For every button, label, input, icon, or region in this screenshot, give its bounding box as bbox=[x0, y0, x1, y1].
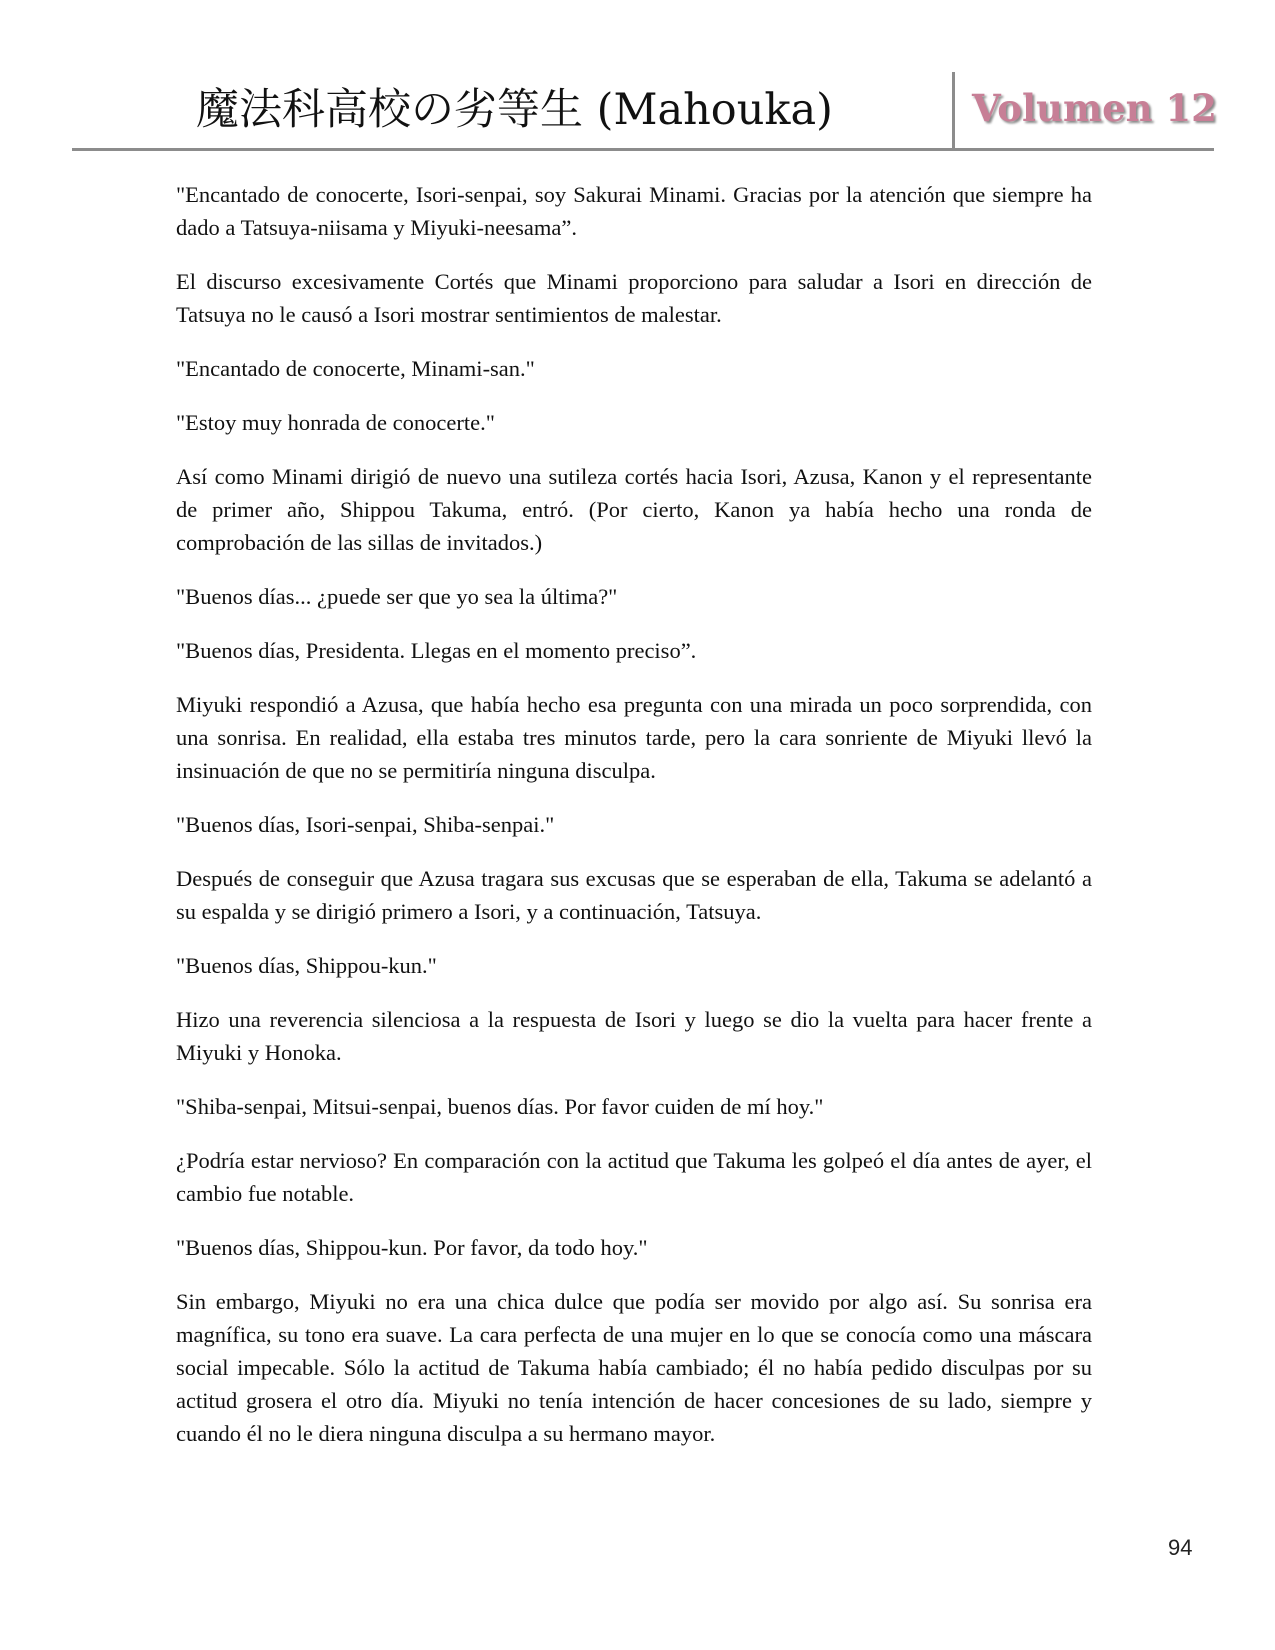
body-text bbox=[176, 178, 1092, 1471]
paragraph: Así como Minami dirigió de nuevo una sutileza cortés hacia Isori, Azusa, Kanon y el representante de primer año, Shippou Takuma, entró. (Por cierto, Kanon ya había hecho una ronda de comprobación de las sillas de invitados.) bbox=[176, 464, 1092, 555]
volume-label: Volumen 12 bbox=[972, 86, 1217, 130]
paragraph: "Estoy muy honrada de conocerte." bbox=[176, 410, 495, 435]
paragraph: "Buenos días, Shippou-kun. Por favor, da todo hoy." bbox=[176, 1235, 648, 1260]
paragraph: "Buenos días, Shippou-kun." bbox=[176, 953, 437, 978]
paragraph: "Encantado de conocerte, Minami-san." bbox=[176, 356, 535, 381]
paragraph: "Buenos días, Isori-senpai, Shiba-senpai." bbox=[176, 812, 555, 837]
paragraph: "Encantado de conocerte, Isori-senpai, soy Sakurai Minami. Gracias por la atención que siempre ha dado a Tatsuya-niisama y Miyuki-neesama”. bbox=[176, 182, 1092, 240]
paragraph: Hizo una reverencia silenciosa a la respuesta de Isori y luego se dio la vuelta para hacer frente a Miyuki y Honoka. bbox=[176, 1007, 1092, 1065]
header-divider bbox=[952, 72, 955, 148]
page-number: 94 bbox=[1168, 1535, 1193, 1560]
page-header bbox=[72, 68, 1217, 148]
paragraph: "Shiba-senpai, Mitsui-senpai, buenos días. Por favor cuiden de mí hoy." bbox=[176, 1094, 824, 1119]
paragraph: Sin embargo, Miyuki no era una chica dulce que podía ser movido por algo así. Su sonrisa era magnífica, su tono era suave. La cara perfecta de una mujer en lo que se conocía como una máscara social impecable. Sólo la actitud de Takuma había cambiado; él no había pedido disculpas por su actitud grosera el otro día. Miyuki no tenía intención de hacer concesiones de su lado, siempre y cuando él no le diera ninguna disculpa a su hermano mayor. bbox=[176, 1289, 1092, 1446]
paragraph: ¿Podría estar nervioso? En comparación con la actitud que Takuma les golpeó el día antes de ayer, el cambio fue notable. bbox=[176, 1148, 1092, 1206]
header-rule bbox=[72, 148, 1214, 151]
paragraph: "Buenos días, Presidenta. Llegas en el momento preciso”. bbox=[176, 638, 697, 663]
book-title: 魔法科高校の劣等生 (Mahouka) bbox=[196, 85, 833, 135]
paragraph: Miyuki respondió a Azusa, que había hecho esa pregunta con una mirada un poco sorprendida, con una sonrisa. En realidad, ella estaba tres minutos tarde, pero la cara sonriente de Miyuki llevó la insinuación de que no se permitiría ninguna disculpa. bbox=[176, 692, 1092, 783]
paragraph: Después de conseguir que Azusa tragara sus excusas que se esperaban de ella, Takuma se adelantó a su espalda y se dirigió primero a Isori, y a continuación, Tatsuya. bbox=[176, 866, 1092, 924]
paragraph: El discurso excesivamente Cortés que Minami proporciono para saludar a Isori en dirección de Tatsuya no le causó a Isori mostrar sentimientos de malestar. bbox=[176, 269, 1092, 327]
paragraph: "Buenos días... ¿puede ser que yo sea la última?" bbox=[176, 584, 618, 609]
